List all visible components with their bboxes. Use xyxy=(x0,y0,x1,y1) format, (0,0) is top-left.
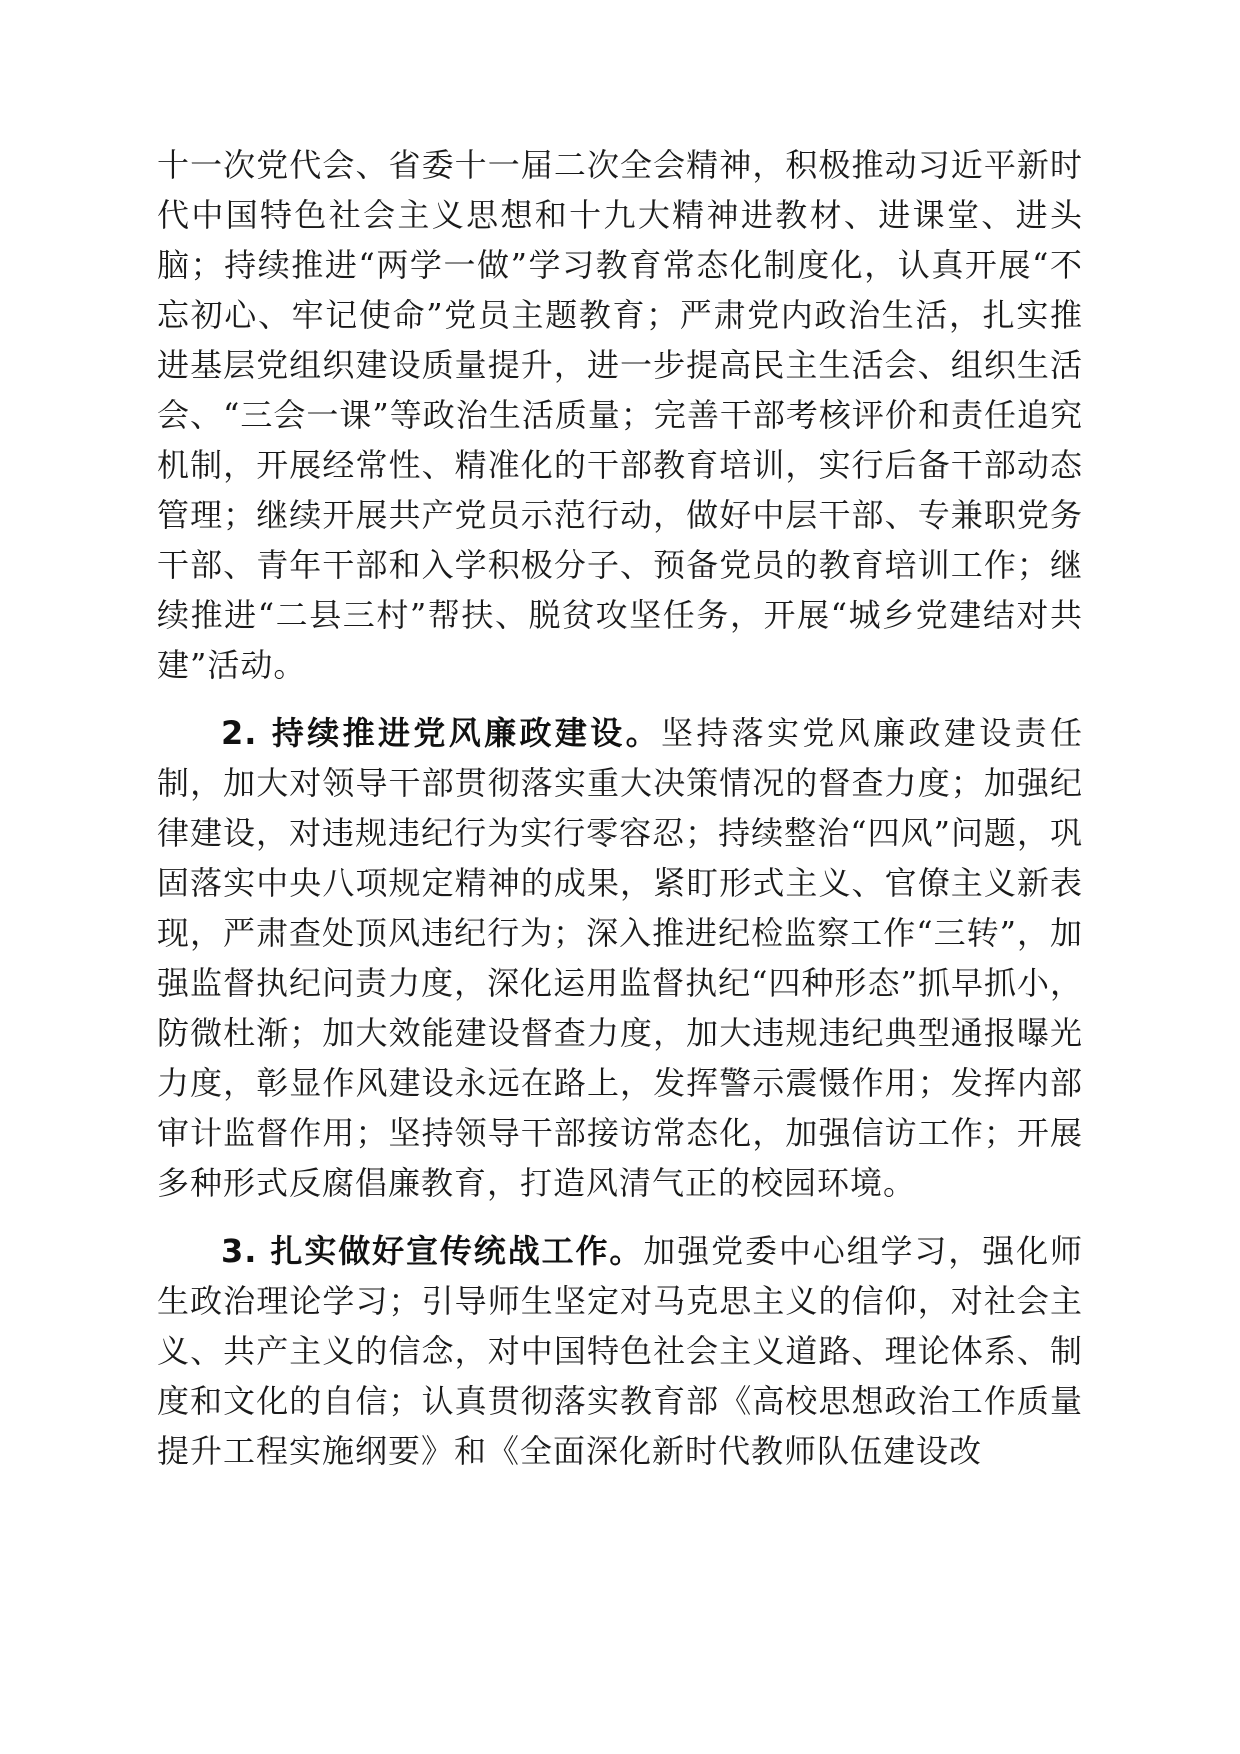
paragraph-3-text: 加强党委中心组学习，强化师生政治理论学习；引导师生坚定对马克思主义的信仰，对社会主义、共产主义的信念，对中国特色社会主义道路、理论体系、制度和文化的自信；认真贯彻落实教育部《高校思想政治工作质量提升工程实施纲要》和《全面深化新时代教师队伍建设改 xyxy=(157,1232,1083,1470)
paragraph-1 xyxy=(157,140,1083,690)
section-2-heading: 2. 持续推进党风廉政建设。 xyxy=(221,714,661,752)
paragraph-2 xyxy=(157,708,1083,1208)
paragraph-1-text: 十一次党代会、省委十一届二次全会精神，积极推动习近平新时代中国特色社会主义思想和十九大精神进教材、进课堂、进头脑；持续推进“两学一做”学习教育常态化制度化，认真开展“不忘初心、牢记使命”党员主题教育；严肃党内政治生活，扎实推进基层党组织建设质量提升，进一步提高民主生活会、组织生活会、“三会一课”等政治生活质量；完善干部考核评价和责任追究机制，开展经常性、精准化的干部教育培训，实行后备干部动态管理；继续开展共产党员示范行动，做好中层干部、专兼职党务干部、青年干部和入学积极分子、预备党员的教育培训工作；继续推进“二县三村”帮扶、脱贫攻坚任务，开展“城乡党建结对共建”活动。 xyxy=(157,146,1083,684)
paragraph-2-text: 坚持落实党风廉政建设责任制，加大对领导干部贯彻落实重大决策情况的督查力度；加强纪律建设，对违规违纪行为实行零容忍；持续整治“四风”问题，巩固落实中央八项规定精神的成果，紧盯形式主义、官僚主义新表现，严肃查处顶风违纪行为；深入推进纪检监察工作“三转”，加强监督执纪问责力度，深化运用监督执纪“四种形态”抓早抓小，防微杜渐；加大效能建设督查力度，加大违规违纪典型通报曝光力度，彰显作风建设永远在路上，发挥警示震慑作用；发挥内部审计监督作用；坚持领导干部接访常态化，加强信访工作；开展多种形式反腐倡廉教育，打造风清气正的校园环境。 xyxy=(157,714,1083,1202)
section-3-heading: 3. 扎实做好宣传统战工作。 xyxy=(221,1232,644,1270)
paragraph-3 xyxy=(157,1226,1083,1476)
document-body xyxy=(157,140,1083,1476)
